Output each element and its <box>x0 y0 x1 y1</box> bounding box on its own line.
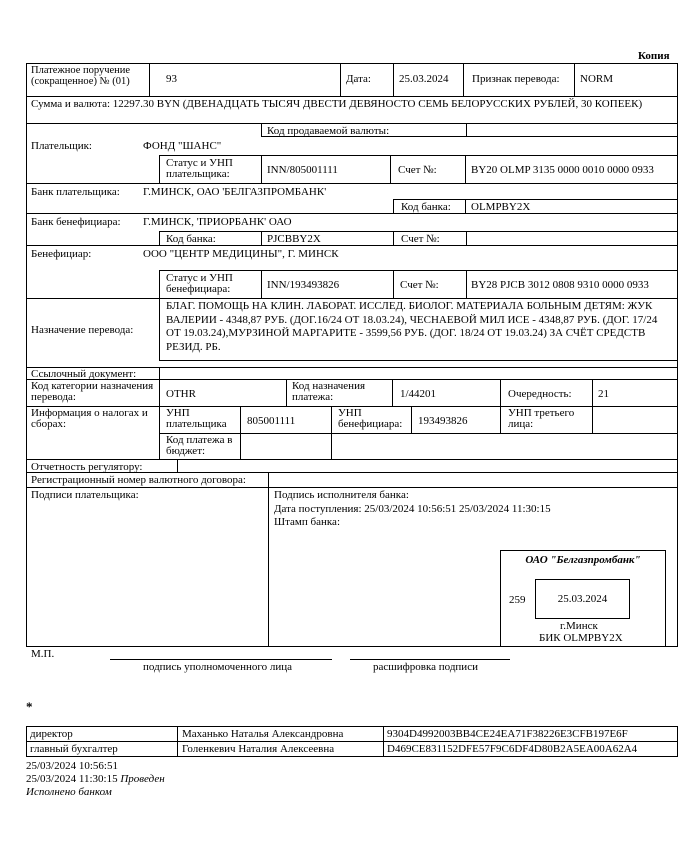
beneficiary-status-label: Статус и УНП бенефициара: <box>166 272 233 295</box>
stamp-label: Штамп банка: <box>274 516 340 528</box>
signature-caption: подпись уполномоченного лица <box>143 661 292 673</box>
asterisk-mark: * <box>26 699 33 714</box>
copy-label: Копия <box>638 50 670 62</box>
regulator-label: Отчетность регулятору: <box>31 461 143 473</box>
transfer-sign-value: NORM <box>580 73 614 85</box>
budget-code-label: Код платежа в бюджет: <box>166 434 233 457</box>
receipt-date: Дата поступления: 25/03/2024 10:56:51 25/03/2024 11:30:15 <box>274 503 551 515</box>
signer-name: Маханько Наталья Александровна <box>182 728 344 740</box>
decode-caption: расшифровка подписи <box>373 661 478 673</box>
payer-status-label: Статус и УНП плательщика: <box>166 157 233 180</box>
log-line-2 <box>26 773 165 785</box>
priority-label: Очередность: <box>508 388 572 400</box>
payer-signatures-label: Подписи плательщика: <box>31 489 139 501</box>
beneficiary-bank-name: Г.МИНСК, 'ПРИОРБАНК' ОАО <box>143 216 292 228</box>
log-status: Проведен <box>120 773 165 785</box>
taxes-label: Информация о налогах и сборах: <box>31 407 148 430</box>
purpose-label: Назначение перевода: <box>31 324 134 336</box>
purpose-code-label: Код назначения платежа: <box>292 380 366 403</box>
signer-hash: 9304D4992003BB4CE24EA71F38226E3CFB197E6F <box>387 728 628 740</box>
date-label: Дата: <box>346 73 371 85</box>
signer-name: Голенкевич Наталия Алексеевна <box>182 743 335 755</box>
transfer-sign-label: Признак перевода: <box>472 73 560 85</box>
sold-currency-label: Код продаваемой валюты: <box>267 125 390 137</box>
signer-hash: D469CE831152DFE57F9C6DF4D80B2A5EA00A62A4 <box>387 743 638 755</box>
stamp-bank-name: ОАО "Белгазпромбанк" <box>525 554 641 566</box>
beneficiary-name: ООО "ЦЕНТР МЕДИЦИНЫ", Г. МИНСК <box>143 248 339 260</box>
doc-number: 93 <box>166 73 177 85</box>
payer-status-value: INN/805001111 <box>267 164 338 176</box>
stamp-date: 25.03.2024 <box>557 593 608 605</box>
signer-role: главный бухгалтер <box>30 743 118 755</box>
stamp-number: 259 <box>509 594 526 606</box>
fx-contract-label: Регистрационный номер валютного договора: <box>31 474 246 486</box>
reference-doc-label: Ссылочный документ: <box>31 368 137 380</box>
beneficiary-account-label: Счет №: <box>400 279 439 291</box>
payer-account-label: Счет №: <box>398 164 437 176</box>
category-value: OTHR <box>166 388 196 400</box>
unp-payer-label: УНП плательщика <box>166 407 227 430</box>
beneficiary-bank-code-label: Код банка: <box>166 233 216 245</box>
payer-bank-name: Г.МИНСК, ОАО 'БЕЛГАЗПРОМБАНК' <box>143 186 327 198</box>
log-line-1: 25/03/2024 10:56:51 <box>26 760 118 772</box>
purpose-text: БЛАГ. ПОМОЩЬ НА КЛИН. ЛАБОРАТ. ИССЛЕД. БИОЛОГ. МАТЕРИАЛА БОЛЬНЫМ ДЕТЯМ: ЖУК ВАЛЕРИИ - 4348,87 РУБ. (ДОГ.16/24 ОТ 18.03.24), ЧЕСНАЕВОЙ МИЛ ИСЕ - 4348,87 РУБ. (ДОГ. 17/24 ОТ 19.03.24),МУРЗИНОЙ МАРГАРИТЕ - 3599,56 РУБ. (ДОГ. 18/24 ОТ 19.03.24) ЗА СЧЁТ СРЕДСТВ РЕЗИД. РБ. <box>166 300 658 353</box>
unp-payer: 805001111 <box>247 415 296 427</box>
amount-text: Сумма и валюта: 12297.30 BYN (ДВЕНАДЦАТЬ ТЫСЯЧ ДВЕСТИ ДЕВЯНОСТО СЕМЬ БЕЛОРУССКИХ РУБЛЕЙ, 30 КОПЕЕК) <box>31 98 643 110</box>
signer-role: директор <box>30 728 73 740</box>
beneficiary-label: Бенефициар: <box>31 248 92 260</box>
payer-name: ФОНД "ШАНС" <box>143 140 222 152</box>
bank-sign-label: Подпись исполнителя банка: <box>274 489 409 501</box>
payer-label: Плательщик: <box>31 140 92 152</box>
unp-third-party-label: УНП третьего лица: <box>508 407 575 430</box>
stamp-bik: БИК OLMPBY2X <box>539 632 623 644</box>
beneficiary-bank-label: Банк бенефициара: <box>31 216 121 228</box>
stamp-city: г.Минск <box>560 620 598 632</box>
beneficiary-bank-account-label: Счет №: <box>401 233 440 245</box>
doc-date: 25.03.2024 <box>399 73 449 85</box>
log-line-2-time: 25/03/2024 11:30:15 <box>26 773 118 785</box>
payer-bank-code: OLMPBY2X <box>471 201 531 213</box>
purpose-code: 1/44201 <box>400 388 437 400</box>
beneficiary-bank-code: PJCBBY2X <box>267 233 321 245</box>
payer-bank-code-label: Код банка: <box>401 201 451 213</box>
log-line-3: Исполнено банком <box>26 786 112 798</box>
payer-bank-label: Банк плательщика: <box>31 186 120 198</box>
mp-label: М.П. <box>31 648 55 660</box>
category-label: Код категории назначения перевода: <box>31 380 154 403</box>
payer-account: BY20 OLMP 3135 0000 0010 0000 0933 <box>471 164 654 176</box>
doc-title: Платежное поручение (сокращенное) № (01) <box>31 65 131 87</box>
beneficiary-status-value: INN/193493826 <box>267 279 340 291</box>
unp-beneficiary: 193493826 <box>418 415 468 427</box>
priority-value: 21 <box>598 388 609 400</box>
beneficiary-account: BY28 PJCB 3012 0808 9310 0000 0933 <box>471 279 649 291</box>
unp-beneficiary-label: УНП бенефициара: <box>338 407 403 430</box>
